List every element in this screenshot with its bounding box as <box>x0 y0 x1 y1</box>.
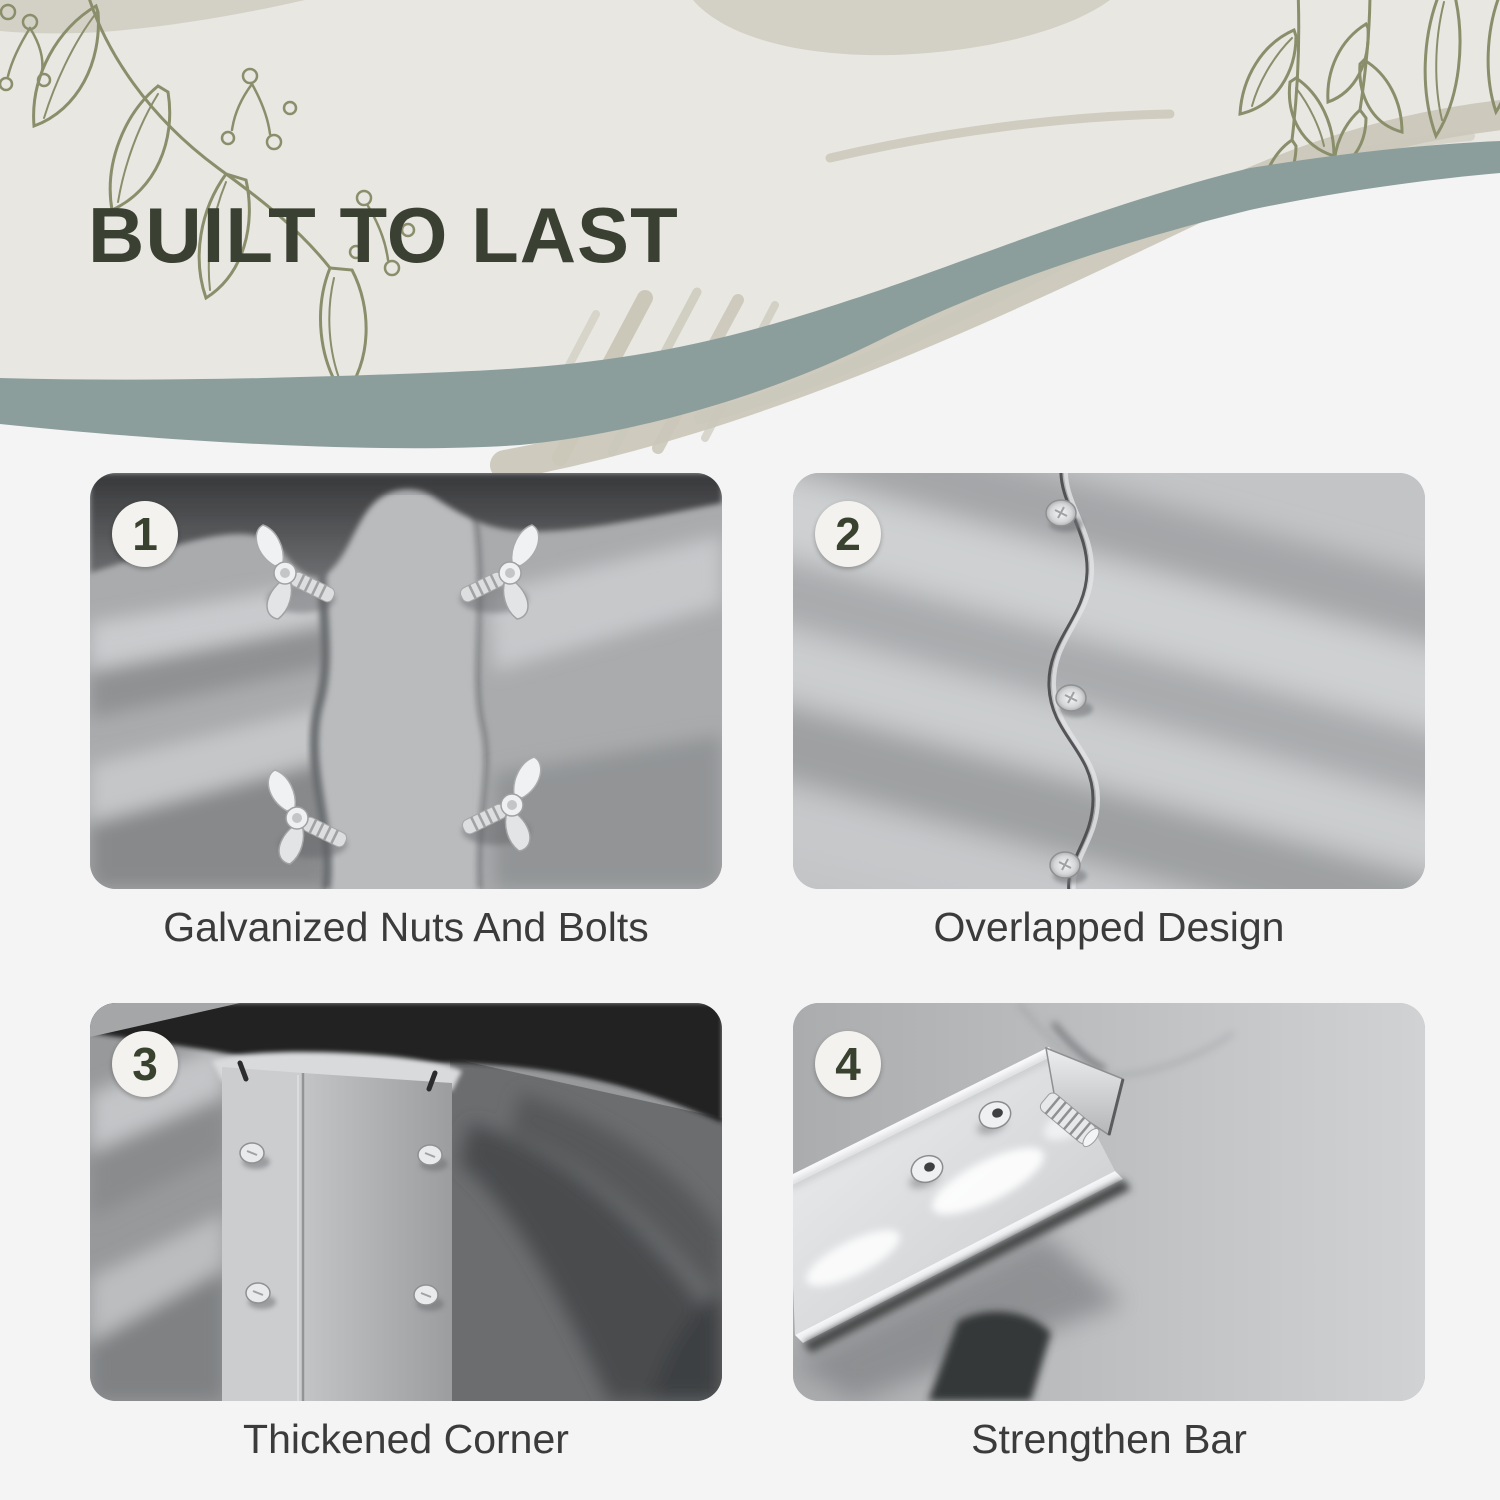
feature-photo-nuts-bolts <box>90 473 722 889</box>
feature-caption: Strengthen Bar <box>971 1416 1247 1462</box>
feature-number-badge <box>112 501 178 567</box>
page-title: BUILT TO LAST <box>88 191 679 279</box>
feature-number-badge <box>815 1031 881 1097</box>
feature-number: 4 <box>835 1038 861 1090</box>
feature-card-1 <box>90 473 722 950</box>
feature-card-2 <box>793 473 1425 950</box>
feature-number: 1 <box>132 508 158 560</box>
feature-number-badge <box>815 501 881 567</box>
feature-photo-overlapped <box>793 473 1425 889</box>
feature-card-4 <box>793 1003 1425 1462</box>
feature-number-badge <box>112 1031 178 1097</box>
feature-caption: Galvanized Nuts And Bolts <box>163 904 649 950</box>
feature-photo-strengthen-bar <box>793 1003 1425 1401</box>
feature-card-3 <box>90 1003 722 1462</box>
feature-caption: Overlapped Design <box>933 904 1285 950</box>
feature-caption: Thickened Corner <box>243 1416 569 1462</box>
feature-number: 3 <box>132 1038 158 1090</box>
feature-photo-corner <box>90 1003 722 1401</box>
feature-number: 2 <box>835 508 861 560</box>
